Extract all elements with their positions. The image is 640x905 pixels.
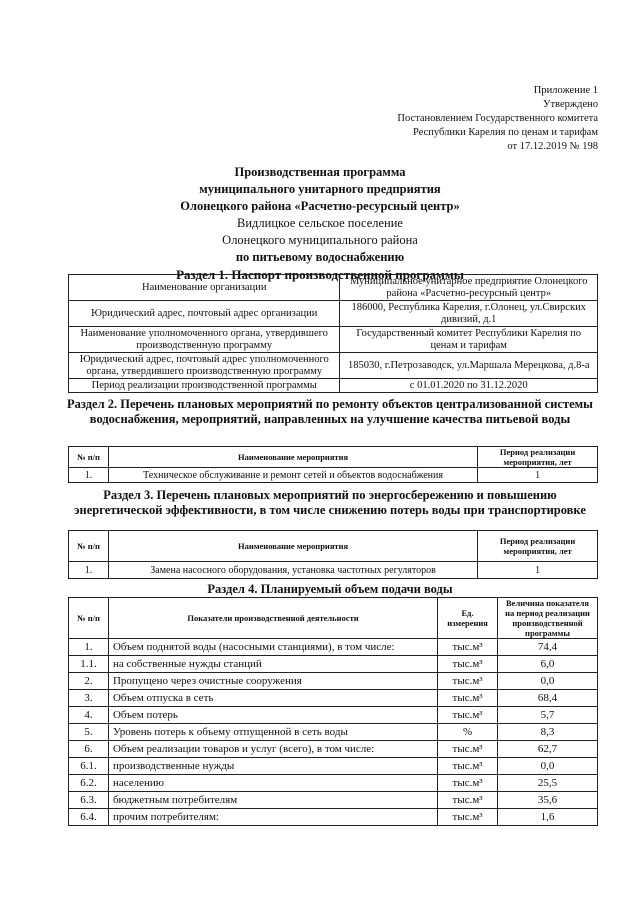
row-value: 68,4 <box>498 690 598 707</box>
row-value: 74,4 <box>498 639 598 656</box>
section3-heading: Раздел 3. Перечень плановых мероприятий по энергосбережению и повышению энергетической эффективности, в том числе снижению потерь воды при транспортировке <box>74 488 586 517</box>
table-header-row <box>69 531 598 562</box>
row-num: 4. <box>69 707 109 724</box>
section4-heading: Раздел 4. Планируемый объем подачи воды <box>207 582 453 596</box>
passport-label: Юридический адрес, почтовый адрес уполномоченного органа, утвердившего производственную программу <box>69 353 340 379</box>
col-num-header: № п/п <box>69 598 109 639</box>
row-num: 6.3. <box>69 792 109 809</box>
row-name: населению <box>108 775 437 792</box>
col-unit-header: Ед. измерения <box>438 598 498 639</box>
approval-line-1: Постановлением Государственного комитета <box>397 113 598 124</box>
col-period-header: Период реализации мероприятия, лет <box>478 531 598 562</box>
row-unit: тыс.м³ <box>438 656 498 673</box>
table-row <box>69 327 598 353</box>
row-value: 0,0 <box>498 673 598 690</box>
passport-label: Наименование организации <box>69 275 340 301</box>
title-line-2: муниципального унитарного предприятия <box>199 182 441 196</box>
row-num: 6.2. <box>69 775 109 792</box>
row-num: 1.1. <box>69 656 109 673</box>
passport-value: Муниципальное унитарное предприятие Олонецкого района «Расчетно-ресурсный центр» <box>340 275 598 301</box>
annex-label: Приложение 1 <box>533 85 598 96</box>
row-num: 1. <box>69 562 109 579</box>
row-name: Объем реализации товаров и услуг (всего), в том числе: <box>108 741 437 758</box>
passport-label: Юридический адрес, почтовый адрес организации <box>69 301 340 327</box>
title-line-4: Видлицкое сельское поселение <box>237 216 403 230</box>
row-num: 1. <box>69 468 109 483</box>
row-num: 3. <box>69 690 109 707</box>
row-value: 62,7 <box>498 741 598 758</box>
approved-label: Утверждено <box>543 99 598 110</box>
col-period-header: Период реализации мероприятия, лет <box>478 447 598 468</box>
table-row <box>69 690 598 707</box>
row-num: 6.1. <box>69 758 109 775</box>
row-value: 5,7 <box>498 707 598 724</box>
table-header-row <box>69 447 598 468</box>
col-num-header: № п/п <box>69 531 109 562</box>
row-unit: тыс.м³ <box>438 809 498 826</box>
row-value: 8,3 <box>498 724 598 741</box>
col-num-header: № п/п <box>69 447 109 468</box>
title-line-5: Олонецкого муниципального района <box>222 233 418 247</box>
row-unit: % <box>438 724 498 741</box>
col-name-header: Наименование мероприятия <box>108 447 477 468</box>
table-row <box>69 673 598 690</box>
row-unit: тыс.м³ <box>438 690 498 707</box>
table-row <box>69 275 598 301</box>
title-line-6: по питьевому водоснабжению <box>235 250 405 264</box>
passport-value: 185030, г.Петрозаводск, ул.Маршала Мерецкова, д.8-а <box>340 353 598 379</box>
table-row <box>69 656 598 673</box>
row-value: 6,0 <box>498 656 598 673</box>
row-unit: тыс.м³ <box>438 792 498 809</box>
row-num: 1. <box>69 639 109 656</box>
repair-measures-table <box>68 446 598 483</box>
passport-value: с 01.01.2020 по 31.12.2020 <box>340 379 598 393</box>
row-unit: тыс.м³ <box>438 775 498 792</box>
row-name: Объем отпуска в сеть <box>108 690 437 707</box>
water-supply-volume-table <box>68 597 598 826</box>
row-name: бюджетным потребителям <box>108 792 437 809</box>
approval-block <box>397 84 598 154</box>
col-name-header: Наименование мероприятия <box>108 531 477 562</box>
table-row <box>69 758 598 775</box>
row-num: 6.4. <box>69 809 109 826</box>
table-row <box>69 639 598 656</box>
section1-heading: Раздел 1. Паспорт производственной программы <box>176 267 464 282</box>
table-row <box>69 353 598 379</box>
row-unit: тыс.м³ <box>438 741 498 758</box>
table-row <box>69 379 598 393</box>
approval-date: от 17.12.2019 № 198 <box>507 141 598 152</box>
row-unit: тыс.м³ <box>438 639 498 656</box>
energy-measures-table <box>68 530 598 579</box>
row-name: Замена насосного оборудования, установка частотных регуляторов <box>108 562 477 579</box>
passport-label: Наименование уполномоченного органа, утвердившего производственную программу <box>69 327 340 353</box>
table-row <box>69 724 598 741</box>
table-row <box>69 707 598 724</box>
row-value: 35,6 <box>498 792 598 809</box>
row-unit: тыс.м³ <box>438 758 498 775</box>
row-num: 2. <box>69 673 109 690</box>
document-title <box>0 164 640 283</box>
table-row <box>69 562 598 579</box>
col-value-header: Величина показателя на период реализации производственной программы <box>498 598 598 639</box>
table-row <box>69 741 598 758</box>
row-name: Пропущено через очистные сооружения <box>108 673 437 690</box>
table-row <box>69 809 598 826</box>
title-line-3: Олонецкого района «Расчетно-ресурсный центр» <box>180 199 460 213</box>
row-name: Объем потерь <box>108 707 437 724</box>
passport-value: 186000, Республика Карелия, г.Олонец, ул.Свирских дивизий, д.1 <box>340 301 598 327</box>
title-line-1: Производственная программа <box>234 165 406 179</box>
row-name: прочим потребителям: <box>108 809 437 826</box>
row-name: производственные нужды <box>108 758 437 775</box>
row-value: 25,5 <box>498 775 598 792</box>
row-unit: тыс.м³ <box>438 707 498 724</box>
row-num: 5. <box>69 724 109 741</box>
table-row <box>69 792 598 809</box>
row-period: 1 <box>478 562 598 579</box>
table-row <box>69 468 598 483</box>
approval-line-2: Республики Карелия по ценам и тарифам <box>413 127 598 138</box>
section2-heading: Раздел 2. Перечень плановых мероприятий по ремонту объектов централизованной системы водоснабжения, мероприятий, направленных на улучшение качества питьевой воды <box>67 397 593 426</box>
passport-value: Государственный комитет Республики Карелия по ценам и тарифам <box>340 327 598 353</box>
table-row <box>69 301 598 327</box>
row-name: Техническое обслуживание и ремонт сетей и объектов водоснабжения <box>108 468 477 483</box>
row-name: Уровень потерь к объему отпущенной в сеть воды <box>108 724 437 741</box>
table-header-row <box>69 598 598 639</box>
passport-label: Период реализации производственной программы <box>69 379 340 393</box>
row-unit: тыс.м³ <box>438 673 498 690</box>
row-num: 6. <box>69 741 109 758</box>
row-period: 1 <box>478 468 598 483</box>
row-name: Объем поднятой воды (насосными станциями), в том числе: <box>108 639 437 656</box>
row-value: 0,0 <box>498 758 598 775</box>
col-name-header: Показатели производственной деятельности <box>108 598 437 639</box>
row-value: 1,6 <box>498 809 598 826</box>
passport-table <box>68 274 598 393</box>
row-name: на собственные нужды станций <box>108 656 437 673</box>
table-row <box>69 775 598 792</box>
